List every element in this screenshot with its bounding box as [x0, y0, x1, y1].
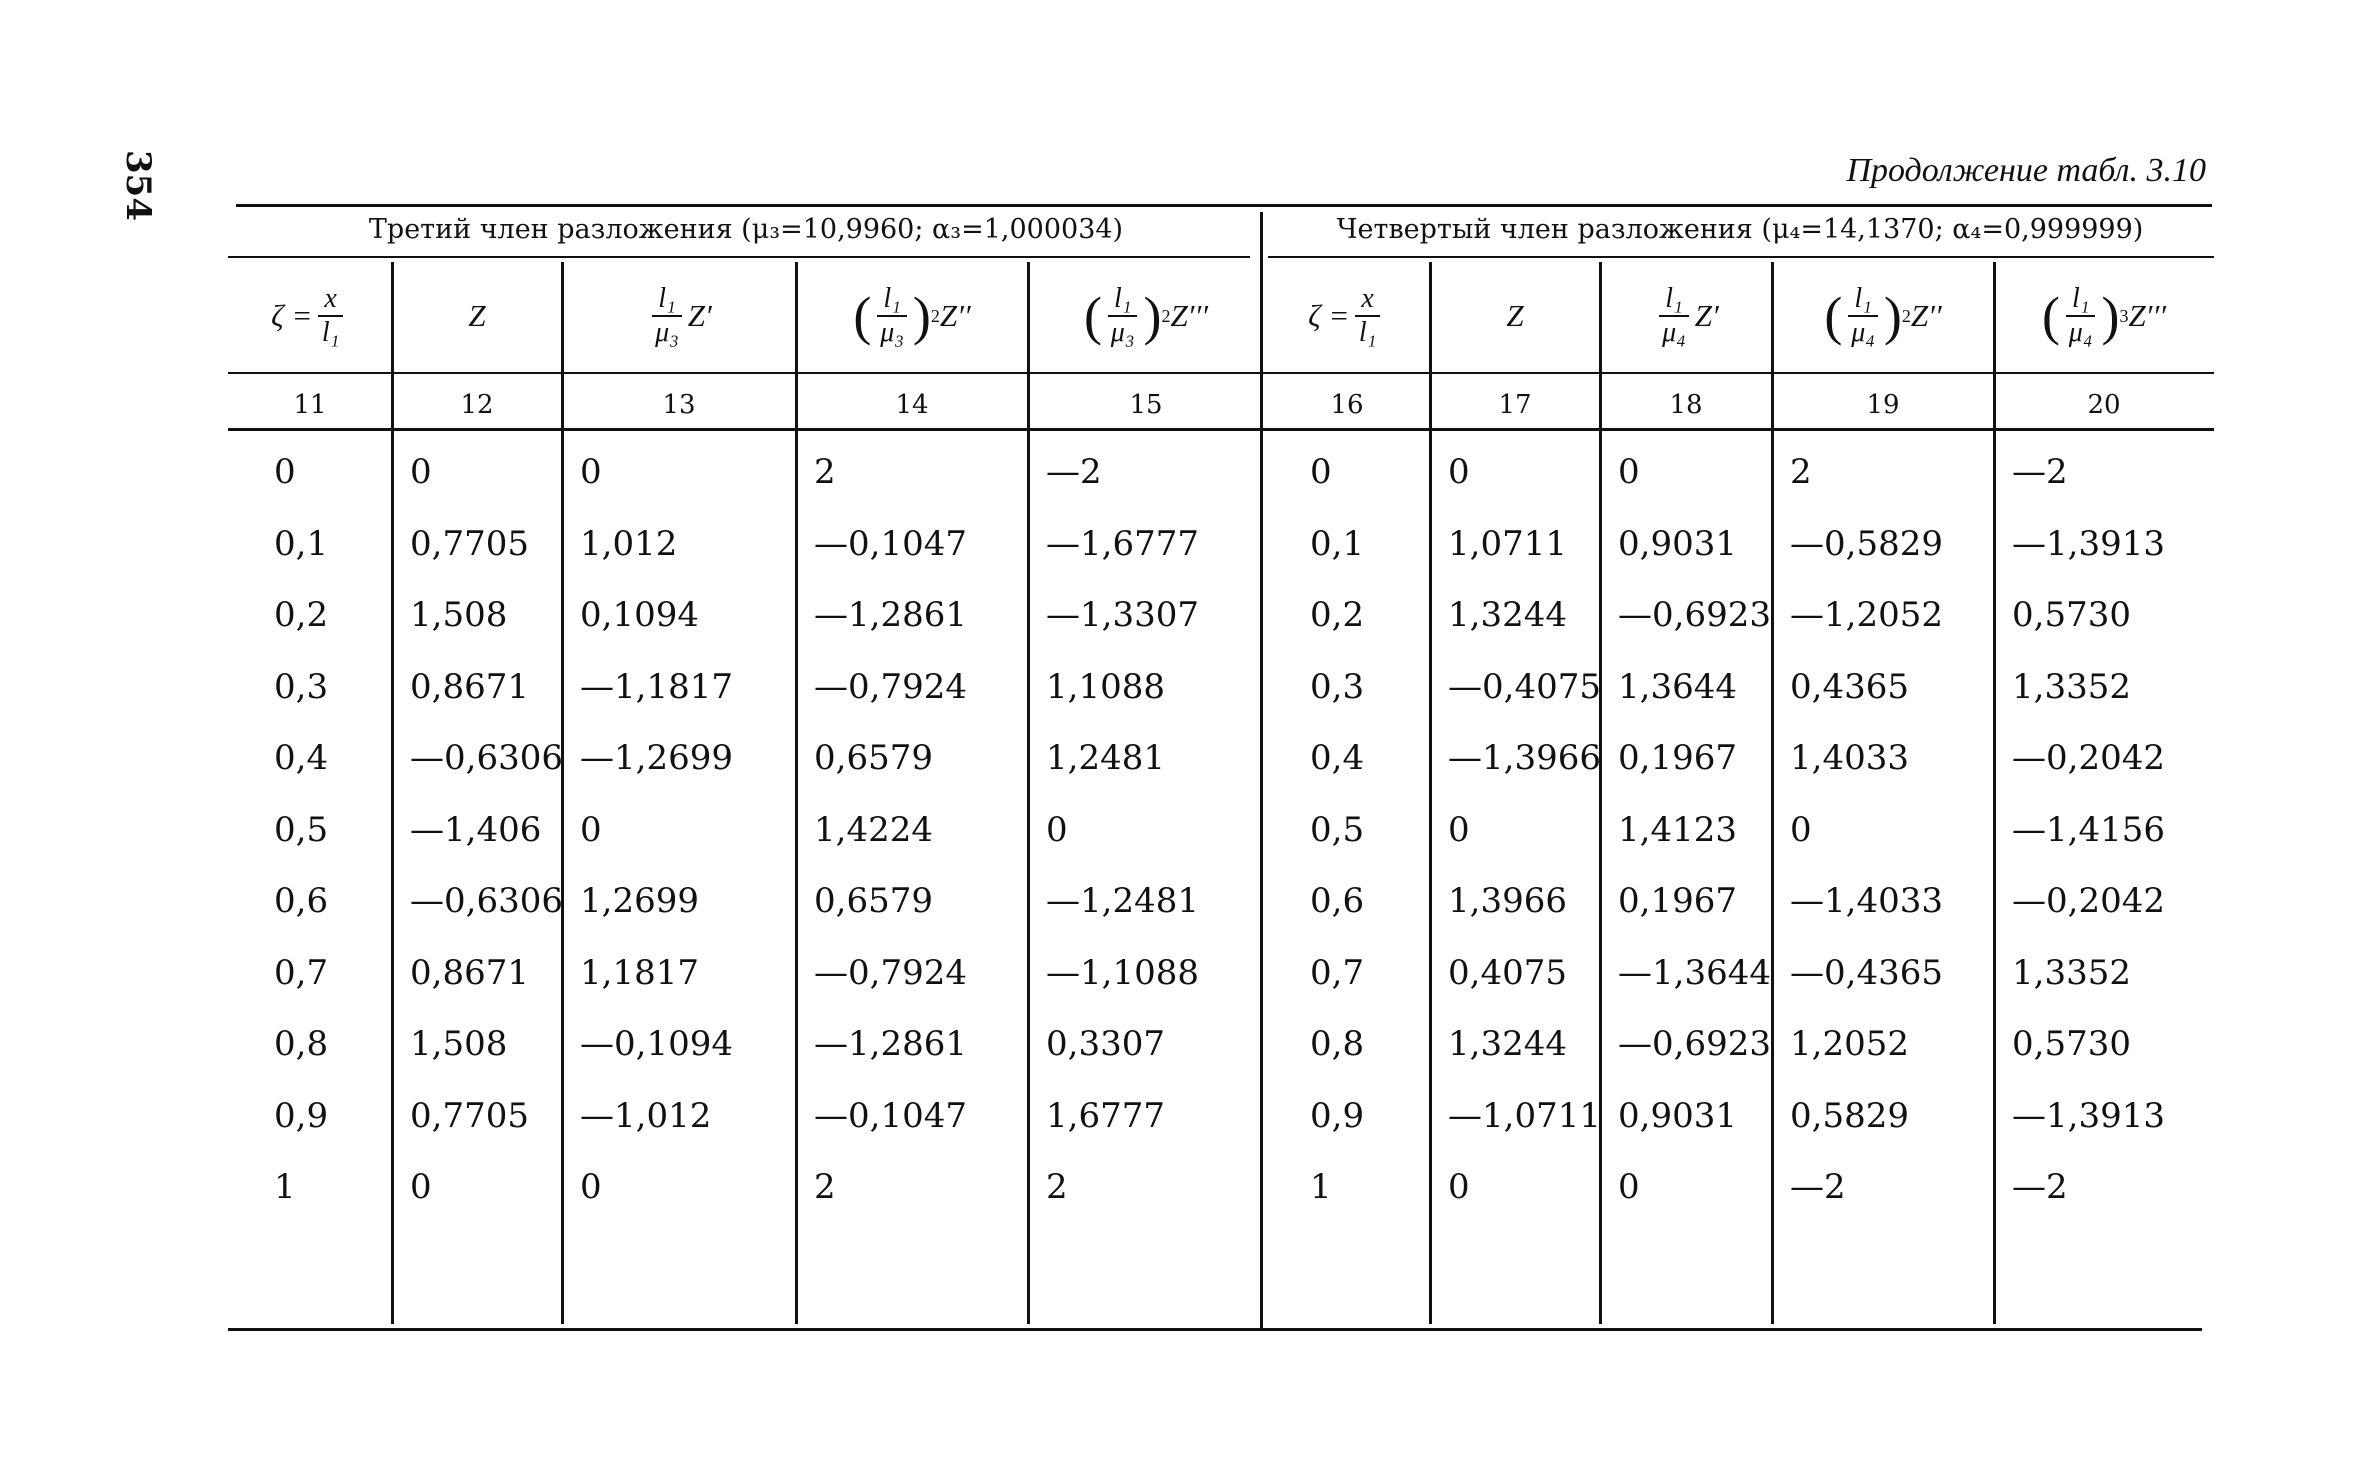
table-cell: —0,5829 — [1790, 523, 1943, 564]
top-rule — [236, 204, 2212, 207]
left-paren: ( — [2041, 286, 2060, 346]
l-over-mu-fraction — [1659, 283, 1689, 349]
column-header — [1772, 266, 1994, 366]
header-rule — [228, 372, 2214, 374]
table-cell: 1,3352 — [2012, 666, 2131, 707]
fraction-numerator: l₁ — [1108, 283, 1138, 317]
fraction-numerator: x — [1355, 283, 1379, 317]
table-cell: 2 — [1790, 452, 1812, 492]
z-double-prime: Z′′ — [939, 298, 971, 333]
table-cell: —0,4075 — [1448, 666, 1601, 707]
column-number: 16 — [1330, 390, 1364, 420]
table-cell: 0 — [580, 809, 602, 850]
colnum-rule — [228, 428, 2214, 431]
z-prime: Z′ — [1694, 298, 1719, 333]
table-cell: 0 — [1448, 1167, 1470, 1207]
column-header — [562, 266, 796, 366]
table-cell: 0 — [1618, 1167, 1640, 1207]
table-cell: 0,7705 — [410, 523, 529, 564]
table-cell: 0,8 — [274, 1024, 329, 1064]
table-cell: 0,7 — [1310, 952, 1365, 993]
table-cell: 1,012 — [580, 523, 678, 564]
exponent: 2 — [930, 305, 940, 326]
table-cell: 0,4365 — [1790, 666, 1909, 707]
column-header — [1028, 266, 1264, 366]
table-cell: 0,7 — [274, 952, 329, 993]
exponent: 3 — [2119, 305, 2129, 326]
table-cell: —1,2052 — [1790, 595, 1943, 635]
column-divider — [1993, 262, 1996, 1324]
table-cell: 1,3644 — [1618, 666, 1737, 707]
column-header — [1264, 266, 1430, 366]
group-rule-right — [1268, 256, 2214, 258]
table-cell: —0,6306 — [410, 881, 563, 921]
table-cell: 0,6 — [274, 881, 329, 921]
table-cell: 1,1088 — [1046, 666, 1165, 707]
z-double-prime: Z′′ — [1910, 298, 1942, 333]
table-cell: 0 — [1046, 809, 1068, 850]
table-cell: 1,4224 — [814, 809, 933, 850]
z-triple-prime: Z′′′ — [2128, 298, 2167, 333]
table-cell: 0,3307 — [1046, 1024, 1165, 1064]
table-cell: —1,3913 — [2012, 523, 2165, 564]
table-cell: —0,2042 — [2012, 881, 2165, 921]
fraction-denominator: μ₃ — [1110, 317, 1135, 348]
column-divider — [391, 262, 394, 1324]
column-number: 18 — [1669, 390, 1703, 420]
table-cell: 1,3966 — [1448, 881, 1567, 921]
right-paren: ) — [1143, 286, 1162, 346]
page-number: 354 — [118, 150, 158, 221]
l-over-mu-fraction — [877, 283, 907, 349]
table-cell: 0,9031 — [1618, 523, 1737, 564]
exponent: 2 — [1161, 305, 1171, 326]
table-cell: 1,2699 — [580, 881, 699, 921]
left-paren: ( — [1824, 286, 1843, 346]
column-header — [1430, 266, 1600, 366]
table-cell: —0,7924 — [814, 666, 967, 707]
table-cell: 2 — [814, 1167, 836, 1207]
column-divider — [795, 262, 798, 1324]
table-cell: —0,1094 — [580, 1024, 733, 1064]
fraction-denominator: μ₃ — [880, 317, 904, 348]
column-divider — [561, 262, 564, 1324]
table-cell: 0,1094 — [580, 595, 699, 635]
table-cell: 0 — [410, 452, 432, 492]
table-cell: 0,9 — [274, 1095, 329, 1136]
column-number: 11 — [293, 390, 327, 420]
table-cell: —0,1047 — [814, 523, 967, 564]
zeta-symbol: ζ = — [1308, 298, 1350, 333]
table-cell: —1,3913 — [2012, 1095, 2165, 1136]
table-cell: 2 — [1046, 1167, 1068, 1207]
table-cell: —1,1088 — [1046, 952, 1199, 993]
fraction-denominator: l₁ — [1358, 317, 1377, 348]
fraction-numerator: x — [318, 283, 342, 317]
table-cell: 0,4 — [274, 738, 329, 778]
table-cell: —1,1817 — [580, 666, 733, 707]
l-over-mu-fraction — [1108, 283, 1138, 349]
table-cell: 0,6579 — [814, 738, 933, 778]
l-over-mu-fraction — [1848, 283, 1878, 349]
table-cell: 0,6579 — [814, 881, 933, 921]
zeta-fraction — [1355, 283, 1379, 349]
table-cell: —0,7924 — [814, 952, 967, 993]
table-cell: 0,7705 — [410, 1095, 529, 1136]
table-cell: —1,3966 — [1448, 738, 1601, 778]
column-number: 20 — [2087, 390, 2121, 420]
right-paren: ) — [2101, 286, 2120, 346]
table-cell: 0,4 — [1310, 738, 1365, 778]
z-symbol: Z — [1506, 298, 1524, 333]
table-cell: 0,5730 — [2012, 595, 2131, 635]
table-cell: —0,1047 — [814, 1095, 967, 1136]
table-cell: 1,2052 — [1790, 1024, 1909, 1064]
table-cell: 0,9031 — [1618, 1095, 1737, 1136]
column-number: 19 — [1866, 390, 1900, 420]
fraction-denominator: μ₄ — [1851, 317, 1875, 348]
table-cell: —0,2042 — [2012, 738, 2165, 778]
table-cell: 0 — [1310, 452, 1332, 492]
exponent: 2 — [1901, 305, 1911, 326]
column-divider — [1599, 262, 1602, 1324]
table-cell: —1,2861 — [814, 595, 967, 635]
column-divider — [1027, 262, 1030, 1324]
column-number: 15 — [1129, 390, 1163, 420]
table-cell: —0,6923 — [1618, 1024, 1771, 1064]
table-cell: 0,2 — [274, 595, 329, 635]
table-cell: —2 — [2012, 1167, 2068, 1207]
table-cell: 1,508 — [410, 1024, 508, 1064]
l-over-mu-fraction — [2066, 283, 2096, 349]
table-cell: —1,2861 — [814, 1024, 967, 1064]
column-number: 13 — [662, 390, 696, 420]
table-cell: —1,2481 — [1046, 881, 1199, 921]
column-number: 17 — [1498, 390, 1532, 420]
table-cell: 1,0711 — [1448, 523, 1567, 564]
left-paren: ( — [1083, 286, 1102, 346]
table-cell: 1,2481 — [1046, 738, 1165, 778]
table-cell: 0,1967 — [1618, 738, 1737, 778]
column-number: 12 — [460, 390, 494, 420]
l-over-mu-fraction — [652, 283, 682, 349]
table-cell: 0 — [1448, 809, 1470, 850]
column-header — [1994, 266, 2214, 366]
table-cell: 0 — [580, 452, 602, 492]
left-paren: ( — [853, 286, 872, 346]
table-cell: 0,4075 — [1448, 952, 1567, 993]
column-divider — [1771, 262, 1774, 1324]
fraction-denominator: μ₃ — [655, 317, 679, 348]
table-cell: 1,3352 — [2012, 952, 2131, 993]
table-cell: —1,406 — [410, 809, 542, 850]
column-header — [228, 266, 392, 366]
table-caption: Продолжение табл. 3.10 — [1846, 152, 2206, 189]
table-cell: 0,5730 — [2012, 1024, 2131, 1064]
table-cell: —1,0711 — [1448, 1095, 1601, 1136]
fraction-numerator: l₁ — [652, 283, 682, 317]
table-cell: —1,4156 — [2012, 809, 2165, 850]
fraction-numerator: l₁ — [1659, 283, 1689, 317]
zeta-fraction — [318, 283, 342, 349]
column-header — [392, 266, 562, 366]
fraction-denominator: l₁ — [321, 317, 340, 348]
table-cell: 1,4033 — [1790, 738, 1909, 778]
column-header — [1600, 266, 1772, 366]
table-cell: 0,8671 — [410, 666, 529, 707]
table-cell: 1,1817 — [580, 952, 699, 993]
table-cell: —0,6306 — [410, 738, 563, 778]
table-cell: 0,2 — [1310, 595, 1365, 635]
table-cell: —1,3307 — [1046, 595, 1199, 635]
table-cell: 0 — [1790, 809, 1812, 850]
table-cell: 1 — [274, 1167, 296, 1207]
table-cell: 0 — [1618, 452, 1640, 492]
right-paren: ) — [912, 286, 931, 346]
zeta-symbol: ζ = — [271, 298, 313, 333]
table-cell: 0 — [410, 1167, 432, 1207]
fraction-denominator: μ₄ — [2068, 317, 2093, 348]
table-cell: 0 — [274, 452, 296, 492]
table-cell: 0 — [580, 1167, 602, 1207]
column-header — [796, 266, 1028, 366]
table-cell: —2 — [2012, 452, 2068, 492]
table-cell: 1,508 — [410, 595, 508, 635]
table-cell: —0,4365 — [1790, 952, 1943, 993]
table-cell: —1,3644 — [1618, 952, 1771, 993]
group-divider — [1260, 212, 1263, 1328]
table-cell: —2 — [1046, 452, 1102, 492]
table-cell: 1 — [1310, 1167, 1332, 1207]
group-rule-left — [228, 256, 1250, 258]
table-cell: 1,3244 — [1448, 1024, 1567, 1064]
group-title: Четвертый член разложения (μ₄=14,1370; α₄=0,999999) — [1336, 214, 2144, 245]
table-cell: 0,5 — [274, 809, 329, 850]
fraction-denominator: μ₄ — [1662, 317, 1686, 348]
table-cell: 0,3 — [274, 666, 329, 707]
column-divider — [1429, 262, 1432, 1324]
table-cell: —1,012 — [580, 1095, 712, 1136]
table-cell: 2 — [814, 452, 836, 492]
fraction-numerator: l₁ — [1848, 283, 1878, 317]
table-cell: 0,1 — [1310, 523, 1365, 564]
group-title: Третий член разложения (μ₃=10,9960; α₃=1,000034) — [368, 214, 1124, 245]
table-cell: 0,8 — [1310, 1024, 1365, 1064]
z-triple-prime: Z′′′ — [1170, 298, 1209, 333]
table-cell: —1,6777 — [1046, 523, 1199, 564]
table-cell: 0,1967 — [1618, 881, 1737, 921]
table-cell: 0,9 — [1310, 1095, 1365, 1136]
table-cell: —1,2699 — [580, 738, 733, 778]
table-cell: 0,1 — [274, 523, 329, 564]
fraction-numerator: l₁ — [877, 283, 907, 317]
table-cell: —0,6923 — [1618, 595, 1771, 635]
bottom-rule — [228, 1328, 2202, 1331]
table-cell: 1,6777 — [1046, 1095, 1165, 1136]
table-cell: 0,5 — [1310, 809, 1365, 850]
table-cell: 0,8671 — [410, 952, 529, 993]
column-number: 14 — [895, 390, 929, 420]
right-paren: ) — [1883, 286, 1902, 346]
table-cell: 1,3244 — [1448, 595, 1567, 635]
table-cell: 0,5829 — [1790, 1095, 1909, 1136]
table-cell: 0 — [1448, 452, 1470, 492]
table-cell: 0,6 — [1310, 881, 1365, 921]
z-symbol: Z — [468, 298, 486, 333]
table-cell: —2 — [1790, 1167, 1846, 1207]
table-cell: 0,3 — [1310, 666, 1365, 707]
table-cell: —1,4033 — [1790, 881, 1943, 921]
table-cell: 1,4123 — [1618, 809, 1737, 850]
fraction-numerator: l₁ — [2066, 283, 2096, 317]
z-prime: Z′ — [687, 298, 712, 333]
